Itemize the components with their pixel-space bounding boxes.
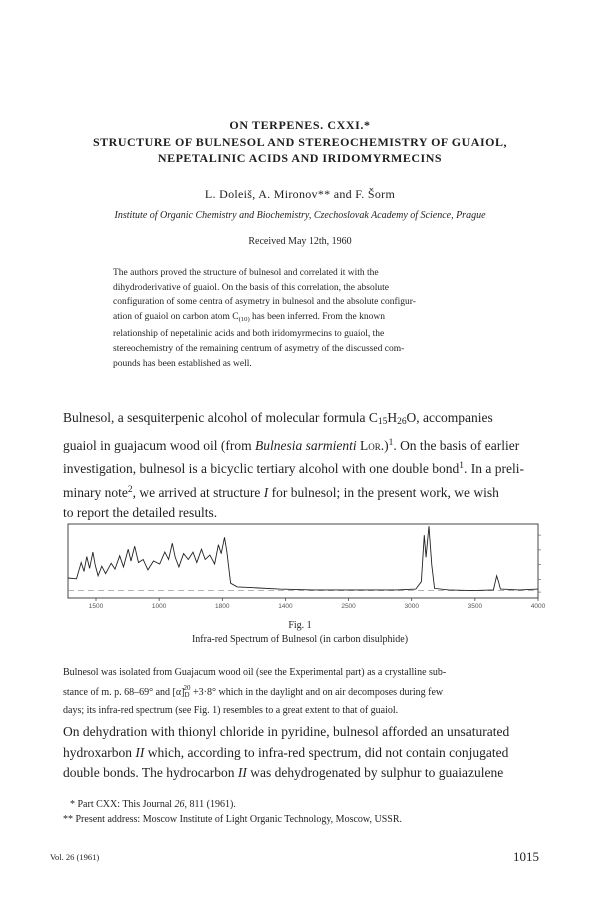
footnote-2: ** Present address: Moscow Institute of Light Organic Technology, Moscow, USSR. bbox=[63, 814, 402, 825]
x-tick-label: 1400 bbox=[278, 603, 293, 610]
body-line: Bulnesol, a sesquiterpenic alcohol of molecular formula $C_{15}H_{26}O$, accompanies bbox=[63, 410, 493, 427]
abstract-line: pounds has been established as well. bbox=[113, 358, 252, 369]
body-line: minary note$^2$, we arrived at structure I for bulnesol; in the present work, we wish bbox=[63, 484, 499, 500]
footnote-1: * Part CXX: This Journal 26, 811 (1961). bbox=[70, 799, 236, 810]
x-tick-label: 2500 bbox=[341, 603, 356, 610]
body-line: hydroxarbon II which, according to infra-red spectrum, did not contain conjugated bbox=[63, 744, 509, 760]
x-tick-label: 4000 bbox=[530, 603, 546, 610]
spectrum-series-line bbox=[68, 526, 538, 590]
authors: L. Doleiš, A. Mironov** and F. Šorm bbox=[204, 187, 396, 201]
ir-spectrum-chart bbox=[60, 520, 550, 612]
paper-title-line-2: STRUCTURE OF BULNESOL AND STEREOCHEMISTRY OF GUAIOL, bbox=[93, 135, 507, 149]
body-line: double bonds. The hydrocarbon II was dehydrogenated by sulphur to guaiazulene bbox=[63, 765, 504, 780]
abstract-line: relationship of nepetalinic acids and both iridomyrmecins to guaiol, the bbox=[113, 329, 385, 340]
abstract bbox=[113, 266, 503, 371]
abstract-line: configuration of some centra of asymetry in bulnesol and the absolute configur- bbox=[113, 297, 416, 308]
x-tick-labels bbox=[89, 598, 546, 610]
body-line: investigation, bulnesol is a bicyclic tertiary alcohol with one double bond$^1$. In a preli- bbox=[63, 461, 524, 476]
right-axis-marks bbox=[538, 535, 541, 592]
page-number: 1015 bbox=[513, 849, 539, 864]
abstract-line: ation of guaiol on carbon atom $C_{(10)}$ has been inferred. From the known bbox=[113, 311, 386, 323]
dehydration-paragraph bbox=[63, 722, 543, 784]
paper-title-line-3: NEPETALINIC ACIDS AND IRIDOMYRMECINS bbox=[157, 151, 443, 165]
volume-info: Vol. 26 (1961) bbox=[50, 852, 100, 862]
body-line: to report the detailed results. bbox=[63, 505, 218, 520]
isolation-paragraph bbox=[63, 665, 543, 719]
paper-title-line-1: ON TERPENES. CXXI.* bbox=[229, 118, 371, 132]
x-tick-label: 1000 bbox=[151, 603, 167, 610]
intro-paragraph bbox=[63, 408, 543, 524]
body-line: On dehydration with thionyl chloride in pyridine, bulnesol afforded an unsaturated bbox=[63, 724, 510, 739]
received-date: Received May 12th, 1960 bbox=[248, 236, 352, 247]
abstract-line: dihydroderivative of guaiol. On the basis of this correlation, the absolute bbox=[113, 282, 389, 293]
body-line: days; its infra-red spectrum (see Fig. 1) resembles to a great extent to that of guaiol. bbox=[63, 705, 399, 716]
x-tick-label: 1500 bbox=[88, 603, 104, 610]
body-line: stance of m. p. 68–69° and $[\alpha]_D^{20} +3\cdot 8^\circ$ which in the daylight and on air decomposes during few bbox=[63, 683, 444, 699]
figure-title: Infra-red Spectrum of Bulnesol (in carbon disulphide) bbox=[191, 634, 409, 645]
x-tick-label: 3000 bbox=[404, 603, 419, 610]
body-line: guaiol in guajacum wood oil (from Bulnesia sarmienti Lor.)$^1$. On the basis of earlier bbox=[63, 437, 520, 453]
affiliation: Institute of Organic Chemistry and Biochemistry, Czechoslovak Academy of Science, Prague bbox=[114, 210, 486, 221]
figure-caption: Fig. 1 bbox=[288, 620, 312, 631]
x-tick-label: 1800 bbox=[215, 603, 230, 610]
x-tick-label: 3500 bbox=[467, 603, 483, 610]
body-line: Bulnesol was isolated from Guajacum wood oil (see the Experimental part) as a crystalline sub- bbox=[63, 667, 447, 678]
abstract-line: The authors proved the structure of bulnesol and correlated it with the bbox=[113, 268, 379, 278]
abstract-line: stereochemistry of the remaining centrum of asymetry of the discussed com- bbox=[113, 343, 405, 354]
